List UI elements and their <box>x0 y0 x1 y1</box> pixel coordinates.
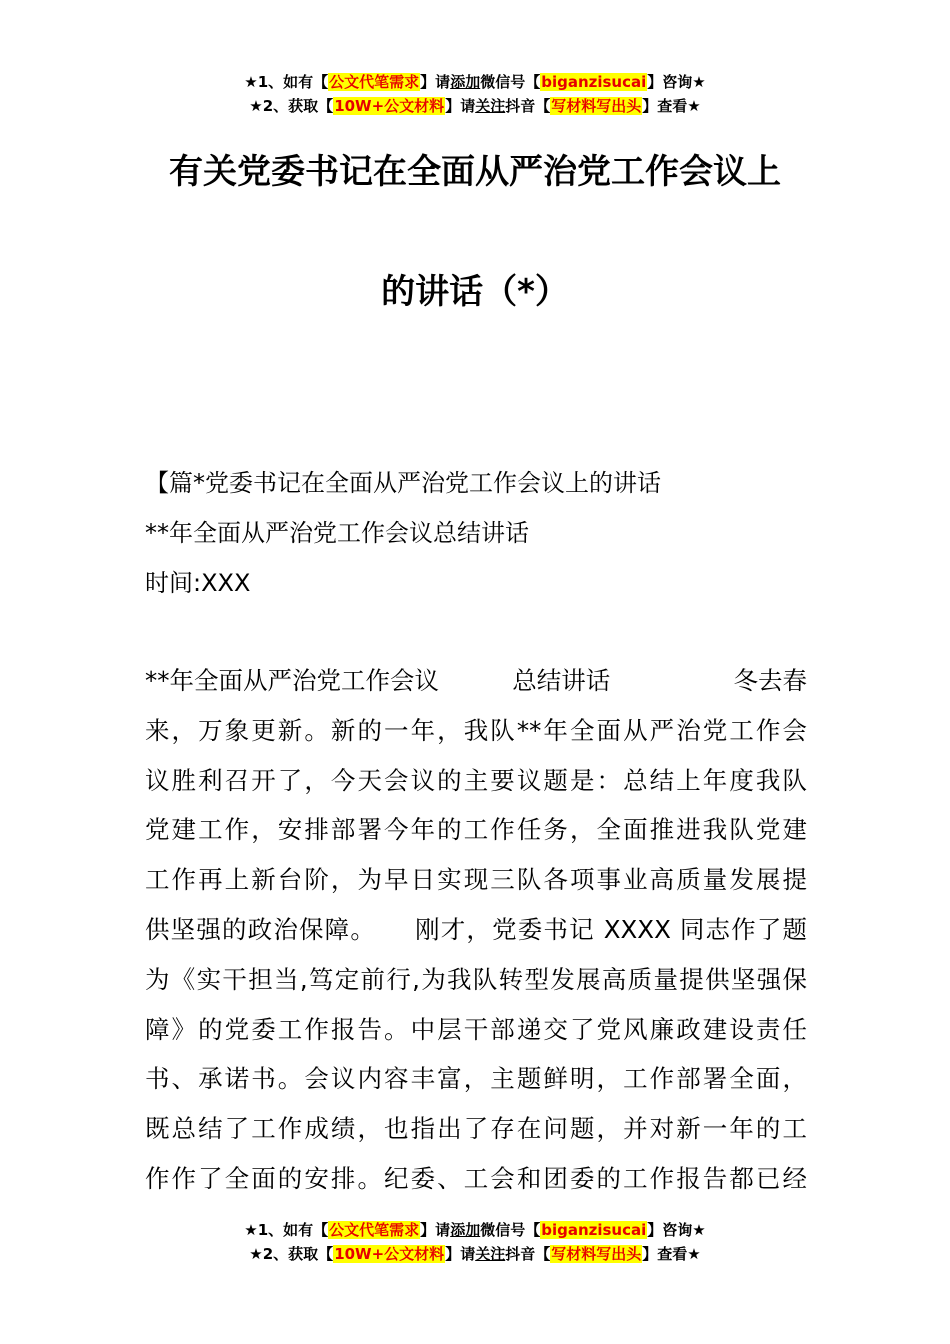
document-title-line-1: 有关党委书记在全面从严治党工作会议上 <box>169 152 781 192</box>
banner-highlight: biganzisucai <box>541 1221 647 1239</box>
banner-text: 】查看★ <box>642 97 701 115</box>
body-line: 议胜利召开了，今天会议的主要议题是：总结上年度我队 <box>145 765 807 795</box>
banner-highlight: 写材料写出头 <box>551 97 642 115</box>
top-banner <box>0 70 950 118</box>
banner-text: 微信号【 <box>480 1221 541 1239</box>
body-line: 供坚强的政治保障。 刚才，党委书记 XXXX 同志作了题 <box>145 914 807 944</box>
banner-text: 】请 <box>420 73 451 91</box>
body-line: 障》的党委工作报告。中层干部递交了党风廉政建设责任 <box>145 1014 807 1044</box>
banner-text: 】咨询★ <box>647 1221 706 1239</box>
banner-text: 】请 <box>420 1221 451 1239</box>
banner-emphasis: 添加 <box>450 73 481 91</box>
document-title-line-2: 的讲话（*） <box>381 272 569 312</box>
body-line: 书、承诺书。会议内容丰富，主题鲜明，工作部署全面， <box>145 1064 807 1094</box>
bottom-banner <box>0 1218 950 1266</box>
body-segment: **年全面从严治党工作会议 <box>145 666 439 695</box>
banner-highlight: 10W+公文材料 <box>334 1245 445 1263</box>
banner-text: 】查看★ <box>642 1245 701 1263</box>
banner-text: ★1、如有【 <box>244 1221 329 1239</box>
banner-highlight: biganzisucai <box>541 73 647 91</box>
banner-text: 微信号【 <box>480 73 541 91</box>
document-meta <box>145 458 810 608</box>
banner-line-2 <box>0 1242 950 1266</box>
banner-text: ★2、获取【 <box>249 1245 334 1263</box>
banner-line-1 <box>0 1218 950 1242</box>
document-body <box>145 656 807 1204</box>
banner-highlight: 公文代笔需求 <box>329 1221 420 1239</box>
banner-text: ★1、如有【 <box>244 73 329 91</box>
banner-line-1 <box>0 70 950 94</box>
body-line: 作作了全面的安排。纪委、工会和团委的工作报告都已经 <box>145 1163 807 1193</box>
banner-highlight: 公文代笔需求 <box>329 73 420 91</box>
body-line <box>145 656 807 706</box>
body-segment: 冬去春 <box>733 666 807 695</box>
body-line: 既总结了工作成绩，也指出了存在问题，并对新一年的工 <box>145 1114 807 1144</box>
banner-highlight: 10W+公文材料 <box>334 97 445 115</box>
body-line: 工作再上新台阶，为早日实现三队各项事业高质量发展提 <box>145 865 807 895</box>
banner-emphasis: 关注 <box>475 1245 506 1263</box>
banner-highlight: 写材料写出头 <box>551 1245 642 1263</box>
banner-text: 抖音【 <box>505 97 551 115</box>
banner-text: 抖音【 <box>505 1245 551 1263</box>
banner-text: ★2、获取【 <box>249 97 334 115</box>
banner-text: 】请 <box>445 1245 476 1263</box>
banner-emphasis: 添加 <box>450 1221 481 1239</box>
body-line: 党建工作，安排部署今年的工作任务，全面推进我队党建 <box>145 815 807 845</box>
banner-text: 】请 <box>445 97 476 115</box>
meta-line: 【篇*党委书记在全面从严治党工作会议上的讲话 <box>145 469 661 497</box>
meta-line: **年全面从严治党工作会议总结讲话 <box>145 519 529 547</box>
body-line: 来，万象更新。新的一年，我队**年全面从严治党工作会 <box>145 715 807 745</box>
body-segment: 总结讲话 <box>512 666 611 695</box>
meta-line: 时间:XXX <box>145 569 251 597</box>
banner-line-2 <box>0 94 950 118</box>
body-line: 为《实干担当,笃定前行,为我队转型发展高质量提供坚强保 <box>145 964 807 994</box>
banner-emphasis: 关注 <box>475 97 506 115</box>
banner-text: 】咨询★ <box>647 73 706 91</box>
